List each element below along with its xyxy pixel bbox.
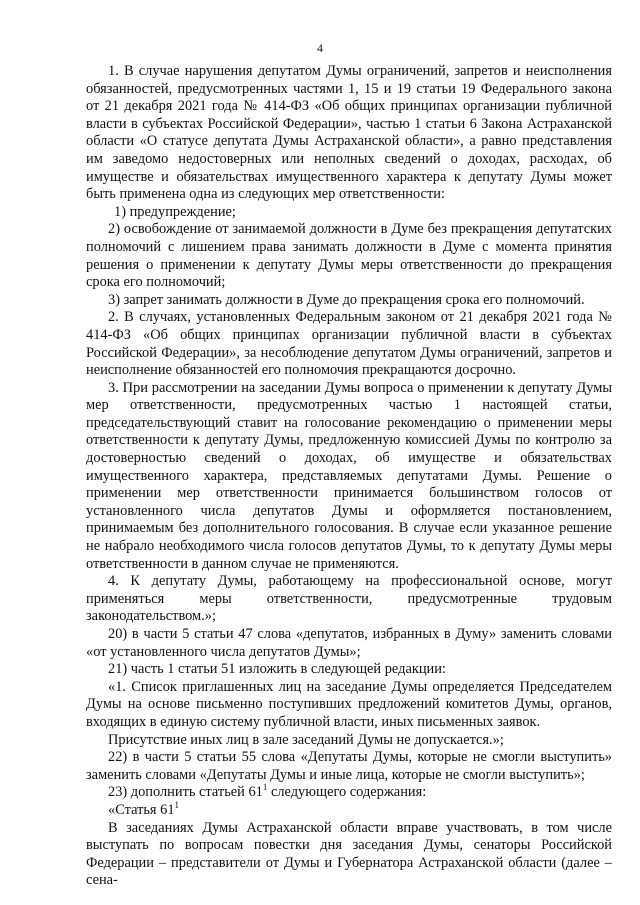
- paragraph-invited-persons: «1. Список приглашенных лиц на заседание Думы определяется Председателем Думы на основе письменно поступивших предложений комитетов Думы, органов, входящих в единую систему публичной власти, иных письменных заявок.: [86, 678, 612, 730]
- document-body: [86, 63, 612, 890]
- paragraph-early-termination: 2. В случаях, установленных Федеральным законом от 21 декабря 2021 года № 414-ФЗ «Об общих принципах организации публичной власти в субъектах Российской Федерации», за несоблюдение депутатом Думы ограничений, запретов и неисполнение обязанностей его полномочия прекращаются досрочно.: [86, 309, 612, 379]
- article-heading-superscript: 1: [174, 800, 180, 811]
- amendment-item-20: 20) в части 5 статьи 47 слова «депутатов, избранных в Думу» заменить словами «от установленного числа депутатов Думы»;: [86, 626, 612, 660]
- paragraph-other-persons: Присутствие иных лиц в зале заседаний Думы не допускается.»;: [108, 731, 504, 748]
- list-item-release-from-position: 2) освобождение от занимаемой должности в Думе без прекращения депутатских полномочий с лишением права занимать должности в Думе с момента принятия решения о применении к депутату Думы меры ответственности до прекращения срока его полномочий;: [86, 221, 612, 291]
- paragraph-professional-deputy: 4. К депутату Думы, работающему на профессиональной основе, могут применяться меры ответственности, предусмотренные трудовым законодательством.»;: [86, 573, 612, 625]
- paragraph-senators-participation: В заседаниях Думы Астраханской области вправе участвовать, в том числе выступать по вопросам повестки дня заседания Думы, сенаторы Российской Федерации – представители от Думы и Губернатора Астраханской области (далее – сена-: [86, 819, 612, 889]
- article-heading-text: «Статья 61: [108, 801, 175, 818]
- amendment-item-23: [86, 784, 612, 802]
- paragraph-consideration-procedure: 3. При рассмотрении на заседании Думы вопроса о применении к депутату Думы мер ответственности, предусмотренных частью 1 настоящей статьи, председательствующий ставит на голосование рекомендацию о применении меры ответственности к депутату Думы, предложенную комиссией Думы по контролю за достоверностью сведений о доходах, об имуществе и обязательствах имущественного характера, представляемых депутатами Думы. Решение о применении мер ответственности принимается большинством голосов от установленного числа депутатов Думы и оформляется постановлением, принимаемым без дополнительного голосования. В случае если указанное решение не набрало необходимого числа голосов депутатов Думы, то к депутату Думы меры ответственности в данном случае не применяются.: [86, 379, 612, 572]
- amendment-item-23-text: 23) дополнить статьей 61: [108, 784, 263, 801]
- superscript-one: 1: [262, 782, 268, 793]
- amendment-item-23-tail: следующего содержания:: [270, 784, 427, 801]
- amendment-item-21: 21) часть 1 статьи 51 изложить в следующей редакции:: [108, 661, 446, 678]
- list-item-warning: 1) предупреждение;: [114, 203, 236, 220]
- amendment-item-22: 22) в части 5 статьи 55 слова «Депутаты Думы, которые не смогли выступить» заменить словами «Депутаты Думы и иные лица, которые не смогли выступить»;: [86, 749, 612, 783]
- paragraph-responsibility-measures: 1. В случае нарушения депутатом Думы ограничений, запретов и неисполнения обязанностей, предусмотренных частями 1, 15 и 19 статьи 19 Федерального закона от 21 декабря 2021 года № 414-ФЗ «Об общих принципах организации публичной власти в субъектах Российской Федерации», частью 1 статьи 6 Закона Астраханской области «О статусе депутата Думы Астраханской области», а равно представления им заведомо недостоверных или неполных сведений о доходах, расходах, об имуществе и обязательствах имущественного характера к депутату Думы может быть применена одна из следующих мер ответственности:: [86, 63, 612, 203]
- list-item-position-ban: 3) запрет занимать должности в Думе до прекращения срока его полномочий.: [108, 291, 585, 308]
- article-heading: [86, 802, 612, 820]
- page-number: 4: [317, 41, 323, 55]
